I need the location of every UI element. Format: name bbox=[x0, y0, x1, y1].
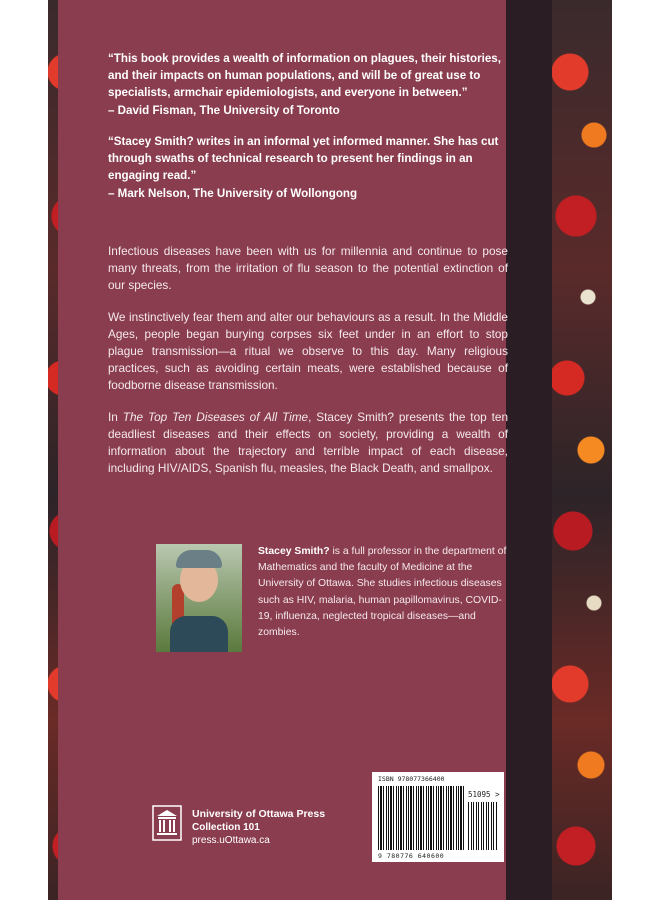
price-code: 51095 > bbox=[468, 790, 500, 799]
collection-name: Collection 101 bbox=[192, 822, 260, 833]
author-bio-text: is a full professor in the department of Mathematics and the faculty of Medicine at the University of Ottawa. She studies infectious diseases such as HIV, malaria, human papillomavirus, COVID-19, influenza, neglected tropical diseases—and zombies. bbox=[258, 546, 507, 639]
author-name: Stacey Smith? bbox=[258, 546, 330, 557]
barcode-bars bbox=[378, 786, 464, 850]
book-description bbox=[108, 243, 508, 491]
isbn-barcode bbox=[372, 772, 504, 862]
publisher-block bbox=[152, 803, 372, 847]
barcode-addon-bars bbox=[468, 802, 498, 850]
description-rest: , Stacey Smith? presents the top ten deadliest diseases and their effects on society, providing a wealth of information about the trajectory and terrible impact of each disease, including HIV/AIDS, Spanish flu, measles, the Black Death, and smallpox. bbox=[108, 409, 509, 476]
author-section bbox=[108, 544, 508, 654]
barcode-digits: 9 780776 640600 bbox=[378, 852, 445, 860]
description-paragraph: Infectious diseases have been with us for millennia and continue to pose many threats, from the irritation of flu season to the potential extinction of our species. bbox=[108, 244, 508, 293]
publisher-name: University of Ottawa Press bbox=[192, 808, 326, 820]
description-prefix: In bbox=[108, 409, 123, 424]
endorsement-quote bbox=[108, 133, 508, 202]
author-bio bbox=[258, 544, 508, 641]
quote-attribution: – David Fisman, The University of Toronto bbox=[108, 104, 340, 117]
description-paragraph bbox=[108, 409, 508, 478]
publisher-text bbox=[192, 808, 325, 847]
decorative-virus-image-right bbox=[552, 0, 612, 900]
isbn-text: ISBN 978077366400 bbox=[378, 775, 445, 783]
publisher-url: press.uOttawa.ca bbox=[192, 835, 270, 846]
university-building-icon bbox=[152, 805, 182, 841]
endorsement-quote bbox=[108, 50, 508, 119]
book-title: The Top Ten Diseases of All Time bbox=[122, 409, 309, 424]
quote-text: “This book provides a wealth of information on plagues, their histories, and their impacts on human populations, and will be of great use to specialists, armchair epidemiologists, and everyone in between.” bbox=[108, 52, 501, 99]
quote-attribution: – Mark Nelson, The University of Wollongong bbox=[108, 187, 358, 200]
endorsements bbox=[108, 50, 508, 202]
description-paragraph: We instinctively fear them and alter our behaviours as a result. In the Middle Ages, people began burying corpses six feet under in an effort to stop plague transmission—a ritual we observe to this day. Many religious practices, such as avoiding certain meats, were established because of foodborne disease transmission. bbox=[108, 309, 508, 393]
author-photo bbox=[156, 544, 242, 652]
quote-text: “Stacey Smith? writes in an informal yet informed manner. She has cut through swaths of technical research to present her findings in an engaging read.” bbox=[108, 135, 499, 182]
